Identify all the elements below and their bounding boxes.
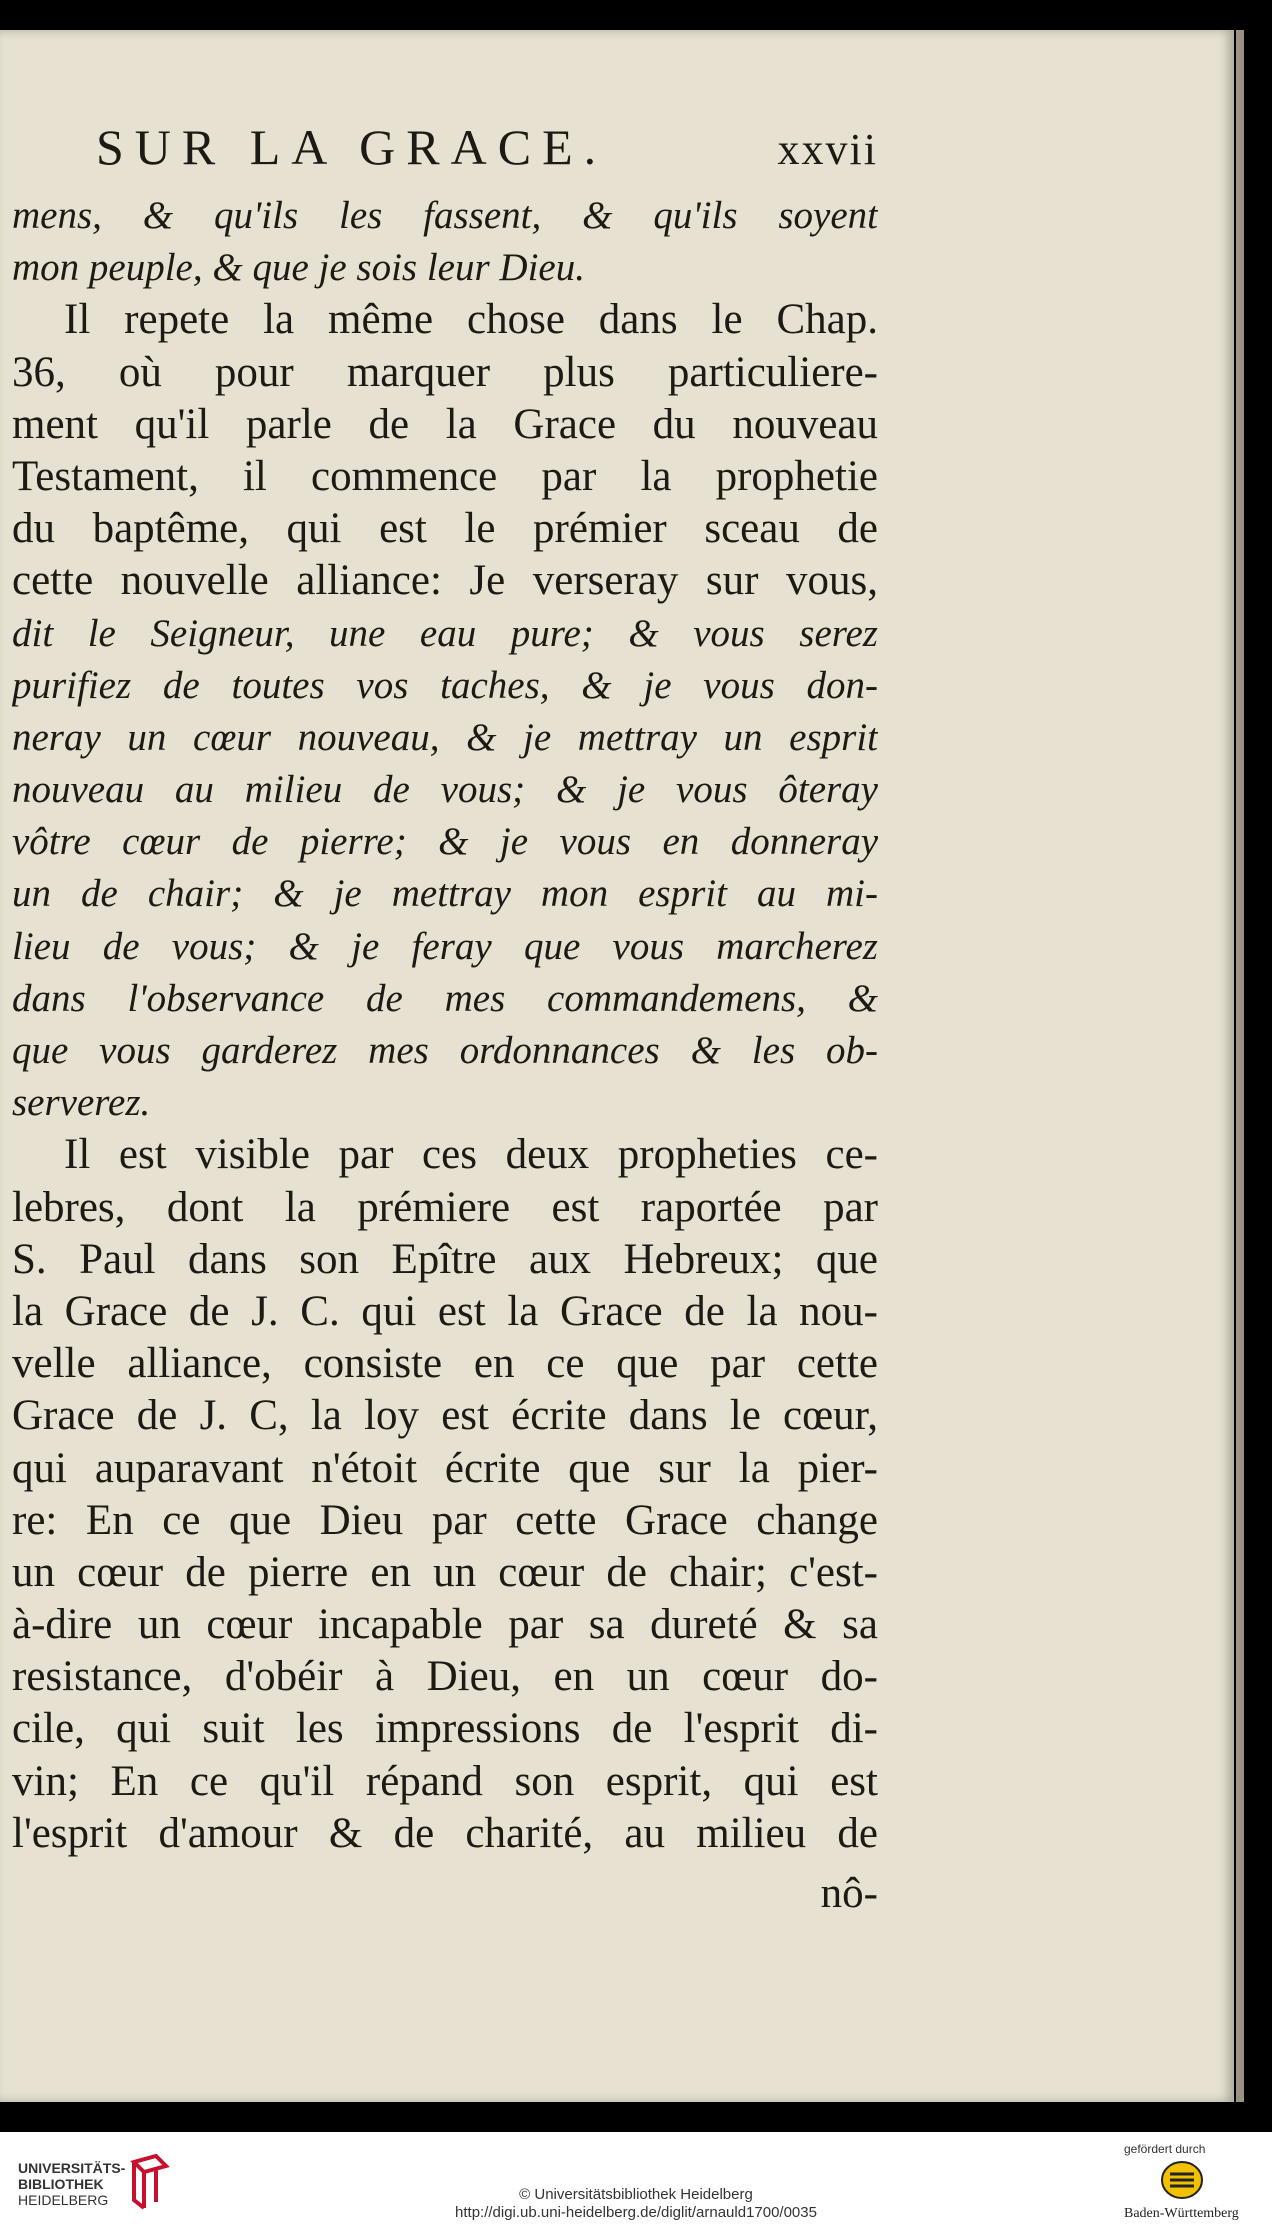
running-head-title: SUR LA GRACE. (96, 119, 608, 175)
sponsor-label: gefördert durch (1124, 2142, 1206, 2156)
text-line: 36, où pour marquer plus particuliere- (12, 348, 878, 396)
page-number: xxvii (777, 125, 878, 174)
text-line: un cœur de pierre en un cœur de chair; c'est- (12, 1548, 878, 1596)
text-line: un de chair; & je mettray mon esprit au mi- (12, 872, 878, 916)
text-line: l'esprit d'amour & de charité, au milieu de (12, 1809, 878, 1857)
text-line: ment qu'il parle de la Grace du nouveau (12, 400, 878, 448)
text-line: S. Paul dans son Epître aux Hebreux; que (12, 1235, 878, 1283)
text-line: lebres, dont la prémiere est raportée par (12, 1183, 878, 1231)
text-line: velle alliance, consiste en ce que par cette (12, 1340, 878, 1388)
text-line: neray un cœur nouveau, & je mettray un esprit (12, 715, 878, 759)
text-line: qui auparavant n'étoit écrite que sur la pier- (12, 1444, 878, 1492)
text-line: vin; En ce qu'il répand son esprit, qui est (12, 1757, 878, 1805)
text-line: re: En ce que Dieu par cette Grace change (12, 1496, 878, 1544)
catchword: nô- (820, 1870, 878, 1917)
text-line: serverez. (12, 1081, 151, 1125)
text-line: mens, & qu'ils les fassent, & qu'ils soyent (12, 194, 878, 237)
text-line: cile, qui suit les impressions de l'esprit di- (12, 1705, 878, 1753)
text-line: nouveau au milieu de vous; & je vous ôteray (12, 768, 878, 812)
text-line: resistance, d'obéir à Dieu, en un cœur do- (12, 1653, 878, 1701)
library-name-line: UNIVERSITÄTS- (18, 2160, 126, 2176)
text-line: dans l'observance de mes commandemens, & (12, 976, 878, 1020)
library-name-line: HEIDELBERG (18, 2192, 109, 2208)
page-edge (1236, 30, 1244, 2102)
text-line: la Grace de J. C. qui est la Grace de la nou- (12, 1287, 878, 1335)
text-line: lieu de vous; & je feray que vous marcherez (12, 924, 878, 968)
book-page (0, 30, 1234, 2102)
text-line: purifiez de toutes vos taches, & je vous don- (12, 663, 878, 707)
text-lines (12, 190, 878, 1860)
text-line: Il repete la même chose dans le Chap. (64, 296, 878, 344)
text-line: dit le Seigneur, une eau pure; & vous serez (12, 611, 878, 655)
text-line: Grace de J. C, la loy est écrite dans le cœur, (12, 1392, 878, 1440)
permalink-url[interactable]: http://digi.ub.uni-heidelberg.de/diglit/arnauld1700/0035 (455, 2204, 817, 2221)
text-line: mon peuple, & que je sois leur Dieu. (12, 246, 585, 290)
text-line: que vous garderez mes ordonnances & les ob- (12, 1029, 878, 1072)
running-head (12, 118, 878, 190)
copyright-text: © Universitätsbibliothek Heidelberg (519, 2186, 753, 2203)
library-name-line: BIBLIOTHEK (18, 2176, 104, 2192)
text-line: du baptême, qui est le prémier sceau de (12, 505, 878, 553)
copyright-block (0, 2186, 1272, 2222)
viewer-footer (0, 2132, 1272, 2228)
sponsor-name: Baden-Württemberg (1124, 2206, 1239, 2221)
baden-wuerttemberg-emblem-icon[interactable] (1160, 2160, 1204, 2200)
text-line: vôtre cœur de pierre; & je vous en donneray (12, 820, 878, 864)
text-line: Testament, il commence par la prophetie (12, 452, 878, 500)
text-line: Il est visible par ces deux propheties ce- (64, 1131, 878, 1179)
text-line: cette nouvelle alliance: Je verseray sur vous, (12, 557, 878, 605)
page-text (12, 118, 878, 1924)
text-line: à-dire un cœur incapable par sa dureté & sa (12, 1601, 878, 1649)
